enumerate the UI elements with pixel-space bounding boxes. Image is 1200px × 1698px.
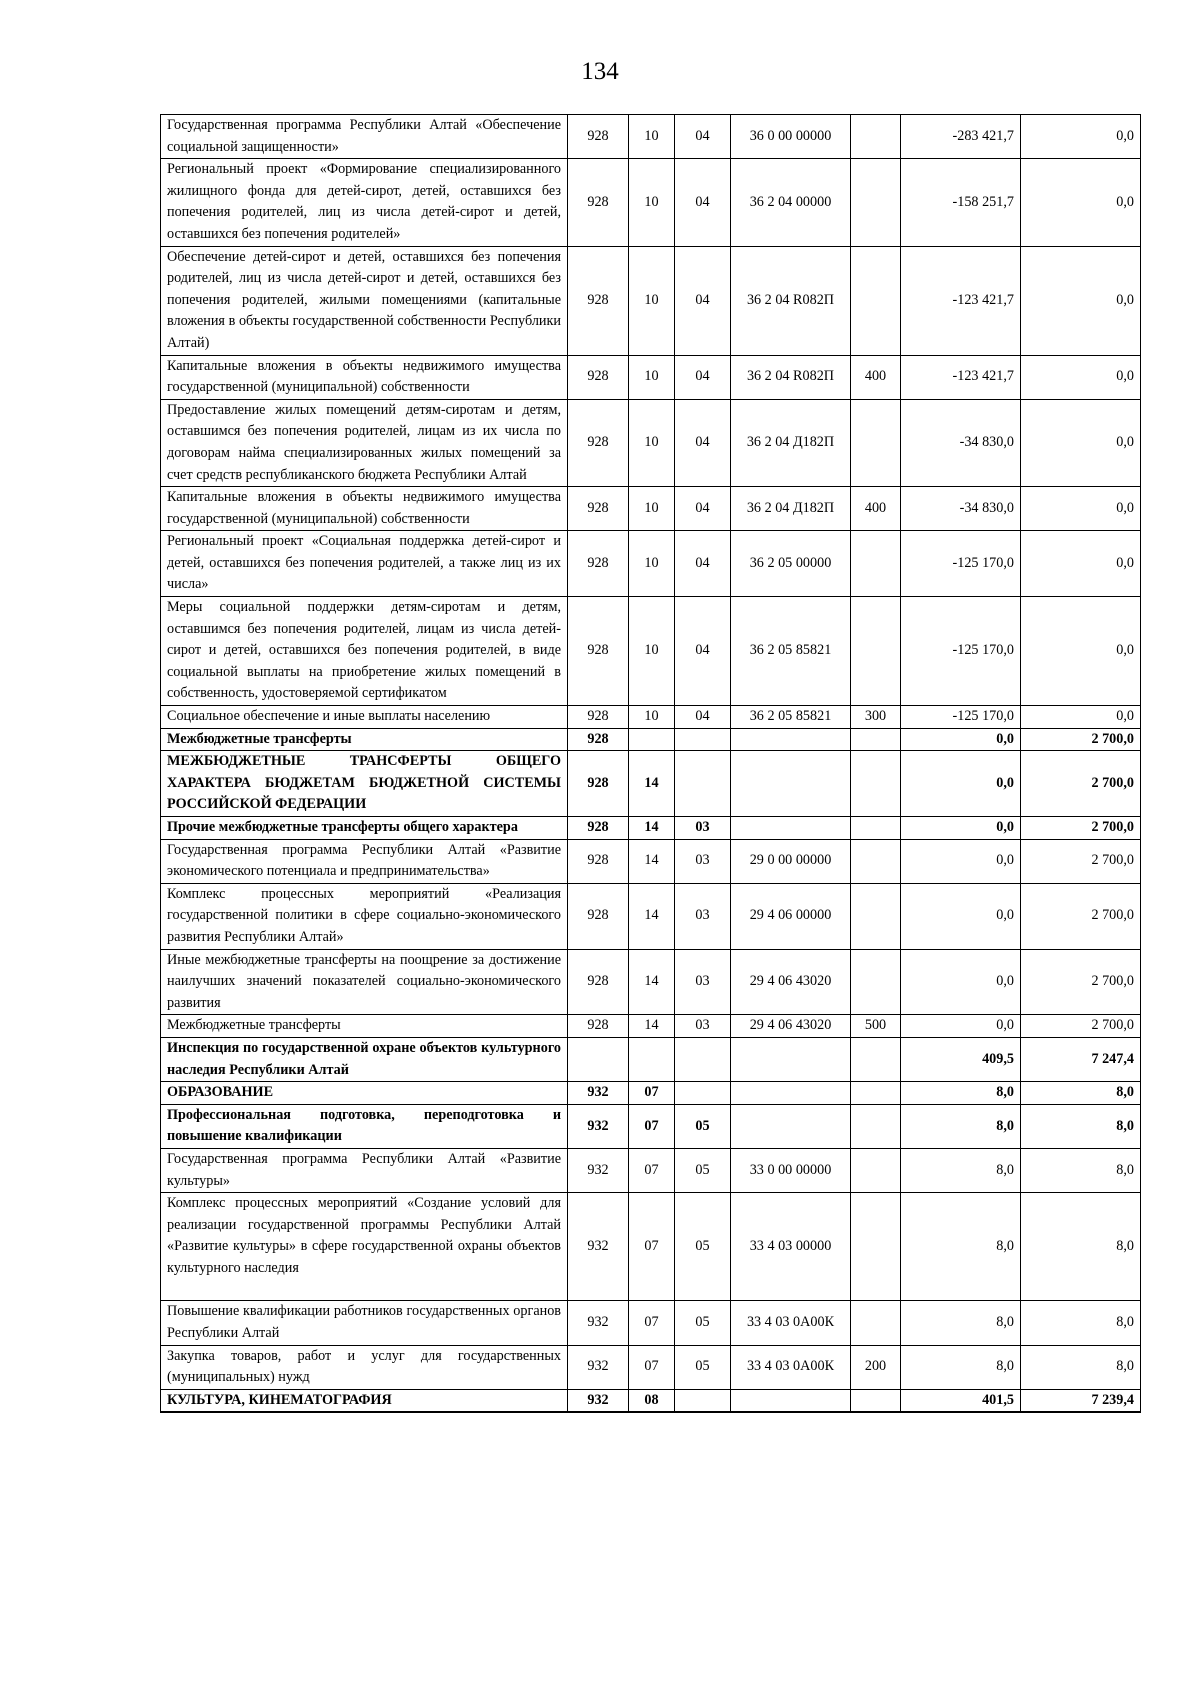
- table-row: [161, 1015, 1141, 1038]
- admin-code: 928: [568, 817, 629, 840]
- section-code: 07: [629, 1104, 675, 1148]
- row-name: Капитальные вложения в объекты недвижимого имущества государственной (муниципальной) собственности: [161, 487, 568, 531]
- subsection-code: 03: [675, 817, 731, 840]
- admin-code: 928: [568, 159, 629, 246]
- target-article-code: 33 4 03 00000: [731, 1193, 851, 1301]
- admin-code: 932: [568, 1104, 629, 1148]
- target-article-code: 36 2 04 R082П: [731, 246, 851, 355]
- subsection-code: 05: [675, 1104, 731, 1148]
- table-row: [161, 706, 1141, 729]
- row-name: Социальное обеспечение и иные выплаты населению: [161, 706, 568, 729]
- subsection-code: 03: [675, 949, 731, 1015]
- row-name: Государственная программа Республики Алтай «Развитие экономического потенциала и предпринимательства»: [161, 839, 568, 883]
- row-name: Комплекс процессных мероприятий «Создание условий для реализации государственной программы Республики Алтай «Развитие культуры» в сфере государственной охраны объектов культурного наследия: [161, 1193, 568, 1301]
- expense-type-code: [851, 883, 901, 949]
- subsection-code: 04: [675, 487, 731, 531]
- section-code: 14: [629, 839, 675, 883]
- row-name: Профессиональная подготовка, переподготовка и повышение квалификации: [161, 1104, 568, 1148]
- table-row: [161, 1345, 1141, 1389]
- admin-code: 932: [568, 1082, 629, 1105]
- amount-year-1: 8,0: [901, 1104, 1021, 1148]
- amount-year-1: -125 170,0: [901, 531, 1021, 597]
- expense-type-code: [851, 839, 901, 883]
- table-row: [161, 597, 1141, 706]
- table-row: [161, 728, 1141, 751]
- expense-type-code: [851, 531, 901, 597]
- row-name: Предоставление жилых помещений детям-сиротам и детям, оставшимся без попечения родителей, лицам из их числа по договорам найма специализированных жилых помещений за счет средств республиканского бюджета Республики Алтай: [161, 399, 568, 486]
- expense-type-code: [851, 1389, 901, 1412]
- amount-year-2: 8,0: [1021, 1193, 1141, 1301]
- section-code: 14: [629, 949, 675, 1015]
- expense-type-code: 200: [851, 1345, 901, 1389]
- admin-code: 932: [568, 1148, 629, 1192]
- table-row: [161, 751, 1141, 817]
- section-code: 10: [629, 159, 675, 246]
- subsection-code: 04: [675, 597, 731, 706]
- amount-year-2: 0,0: [1021, 597, 1141, 706]
- admin-code: [568, 1037, 629, 1081]
- amount-year-1: 8,0: [901, 1193, 1021, 1301]
- row-name: Капитальные вложения в объекты недвижимого имущества государственной (муниципальной) собственности: [161, 355, 568, 399]
- target-article-code: 33 4 03 0А00К: [731, 1301, 851, 1345]
- target-article-code: [731, 1037, 851, 1081]
- amount-year-1: 0,0: [901, 751, 1021, 817]
- amount-year-2: 0,0: [1021, 355, 1141, 399]
- subsection-code: 05: [675, 1301, 731, 1345]
- amount-year-1: -34 830,0: [901, 487, 1021, 531]
- amount-year-2: 8,0: [1021, 1345, 1141, 1389]
- target-article-code: 36 0 00 00000: [731, 115, 851, 159]
- table-row: [161, 246, 1141, 355]
- section-code: 14: [629, 817, 675, 840]
- amount-year-1: -34 830,0: [901, 399, 1021, 486]
- target-article-code: 36 2 04 Д182П: [731, 399, 851, 486]
- target-article-code: [731, 1389, 851, 1412]
- section-code: 10: [629, 597, 675, 706]
- section-code: 10: [629, 246, 675, 355]
- expense-type-code: [851, 949, 901, 1015]
- row-name: Региональный проект «Социальная поддержка детей-сирот и детей, оставшихся без попечения родителей, а также лиц из их числа»: [161, 531, 568, 597]
- target-article-code: 29 4 06 00000: [731, 883, 851, 949]
- subsection-code: 05: [675, 1193, 731, 1301]
- subsection-code: 05: [675, 1345, 731, 1389]
- subsection-code: 03: [675, 1015, 731, 1038]
- section-code: 07: [629, 1301, 675, 1345]
- amount-year-2: 0,0: [1021, 159, 1141, 246]
- admin-code: 928: [568, 883, 629, 949]
- amount-year-2: 2 700,0: [1021, 817, 1141, 840]
- admin-code: 928: [568, 399, 629, 486]
- section-code: 07: [629, 1148, 675, 1192]
- section-code: 14: [629, 1015, 675, 1038]
- row-name: Региональный проект «Формирование специализированного жилищного фонда для детей-сирот, детей, оставшихся без попечения родителей, лиц из числа детей-сирот и детей, оставшихся без попечения родителей»: [161, 159, 568, 246]
- expense-type-code: [851, 1082, 901, 1105]
- amount-year-1: -123 421,7: [901, 246, 1021, 355]
- table-row: [161, 487, 1141, 531]
- row-name: Обеспечение детей-сирот и детей, оставшихся без попечения родителей, лиц из числа детей-сирот и детей, оставшихся без попечения родителей, жилыми помещениями (капитальные вложения в объекты государственной собственности Республики Алтай): [161, 246, 568, 355]
- amount-year-2: 0,0: [1021, 115, 1141, 159]
- amount-year-1: 409,5: [901, 1037, 1021, 1081]
- expense-type-code: [851, 751, 901, 817]
- row-name: Межбюджетные трансферты: [161, 1015, 568, 1038]
- amount-year-1: -283 421,7: [901, 115, 1021, 159]
- budget-table: [160, 114, 1141, 1413]
- amount-year-1: 8,0: [901, 1301, 1021, 1345]
- table-row: [161, 1082, 1141, 1105]
- amount-year-1: 0,0: [901, 817, 1021, 840]
- section-code: 10: [629, 399, 675, 486]
- amount-year-1: 0,0: [901, 1015, 1021, 1038]
- subsection-code: 03: [675, 839, 731, 883]
- table-row: [161, 839, 1141, 883]
- admin-code: 928: [568, 487, 629, 531]
- amount-year-2: 8,0: [1021, 1104, 1141, 1148]
- table-row: [161, 1104, 1141, 1148]
- amount-year-1: 0,0: [901, 949, 1021, 1015]
- amount-year-2: 0,0: [1021, 706, 1141, 729]
- target-article-code: [731, 728, 851, 751]
- expense-type-code: [851, 728, 901, 751]
- amount-year-2: 8,0: [1021, 1082, 1141, 1105]
- target-article-code: [731, 1082, 851, 1105]
- amount-year-2: 2 700,0: [1021, 1015, 1141, 1038]
- section-code: 10: [629, 355, 675, 399]
- row-name: Комплекс процессных мероприятий «Реализация государственной политики в сфере социально-экономического развития Республики Алтай»: [161, 883, 568, 949]
- admin-code: 928: [568, 839, 629, 883]
- amount-year-2: 0,0: [1021, 246, 1141, 355]
- amount-year-2: 2 700,0: [1021, 751, 1141, 817]
- target-article-code: 33 4 03 0А00К: [731, 1345, 851, 1389]
- expense-type-code: [851, 1104, 901, 1148]
- subsection-code: [675, 1082, 731, 1105]
- subsection-code: 04: [675, 706, 731, 729]
- row-name: ОБРАЗОВАНИЕ: [161, 1082, 568, 1105]
- amount-year-1: 8,0: [901, 1082, 1021, 1105]
- amount-year-2: 8,0: [1021, 1301, 1141, 1345]
- section-code: 14: [629, 883, 675, 949]
- target-article-code: 33 0 00 00000: [731, 1148, 851, 1192]
- section-code: [629, 728, 675, 751]
- expense-type-code: 300: [851, 706, 901, 729]
- admin-code: 928: [568, 728, 629, 751]
- subsection-code: [675, 1037, 731, 1081]
- admin-code: 928: [568, 1015, 629, 1038]
- expense-type-code: [851, 1193, 901, 1301]
- amount-year-2: 2 700,0: [1021, 949, 1141, 1015]
- amount-year-2: 0,0: [1021, 399, 1141, 486]
- row-name: Государственная программа Республики Алтай «Развитие культуры»: [161, 1148, 568, 1192]
- expense-type-code: [851, 1301, 901, 1345]
- table-row: [161, 355, 1141, 399]
- amount-year-1: 401,5: [901, 1389, 1021, 1412]
- table-row: [161, 1037, 1141, 1081]
- target-article-code: [731, 1104, 851, 1148]
- section-code: 07: [629, 1193, 675, 1301]
- amount-year-1: 8,0: [901, 1148, 1021, 1192]
- expense-type-code: 400: [851, 355, 901, 399]
- expense-type-code: [851, 1148, 901, 1192]
- expense-type-code: 400: [851, 487, 901, 531]
- target-article-code: 36 2 04 R082П: [731, 355, 851, 399]
- amount-year-2: 2 700,0: [1021, 728, 1141, 751]
- target-article-code: [731, 817, 851, 840]
- row-name: Прочие межбюджетные трансферты общего характера: [161, 817, 568, 840]
- admin-code: 928: [568, 597, 629, 706]
- table-row: [161, 817, 1141, 840]
- subsection-code: [675, 1389, 731, 1412]
- table-row: [161, 115, 1141, 159]
- amount-year-2: 0,0: [1021, 487, 1141, 531]
- expense-type-code: [851, 246, 901, 355]
- table-row: [161, 883, 1141, 949]
- amount-year-1: -125 170,0: [901, 597, 1021, 706]
- expense-type-code: [851, 115, 901, 159]
- subsection-code: 03: [675, 883, 731, 949]
- amount-year-2: 8,0: [1021, 1148, 1141, 1192]
- section-code: 07: [629, 1082, 675, 1105]
- admin-code: 928: [568, 246, 629, 355]
- subsection-code: 04: [675, 159, 731, 246]
- section-code: 10: [629, 487, 675, 531]
- expense-type-code: [851, 399, 901, 486]
- target-article-code: 29 0 00 00000: [731, 839, 851, 883]
- expense-type-code: [851, 817, 901, 840]
- amount-year-1: 0,0: [901, 883, 1021, 949]
- amount-year-1: -158 251,7: [901, 159, 1021, 246]
- row-name: Повышение квалификации работников государственных органов Республики Алтай: [161, 1301, 568, 1345]
- admin-code: 928: [568, 949, 629, 1015]
- subsection-code: 05: [675, 1148, 731, 1192]
- amount-year-2: 7 247,4: [1021, 1037, 1141, 1081]
- target-article-code: 36 2 04 00000: [731, 159, 851, 246]
- table-row: [161, 1148, 1141, 1192]
- admin-code: 928: [568, 115, 629, 159]
- target-article-code: 29 4 06 43020: [731, 949, 851, 1015]
- expense-type-code: 500: [851, 1015, 901, 1038]
- section-code: 10: [629, 115, 675, 159]
- expense-type-code: [851, 597, 901, 706]
- admin-code: 932: [568, 1193, 629, 1301]
- amount-year-2: 0,0: [1021, 531, 1141, 597]
- row-name: Иные межбюджетные трансферты на поощрение за достижение наилучших значений показателей социально-экономического развития: [161, 949, 568, 1015]
- subsection-code: [675, 751, 731, 817]
- subsection-code: 04: [675, 355, 731, 399]
- amount-year-1: 8,0: [901, 1345, 1021, 1389]
- table-row: [161, 159, 1141, 246]
- section-code: 14: [629, 751, 675, 817]
- row-name: Меры социальной поддержки детям-сиротам и детям, оставшимся без попечения родителей, лицам из числа детей-сирот и детей, оставшихся без попечения родителей, в виде социальной выплаты на приобретение жилых помещений в собственность, удостоверяемой сертификатом: [161, 597, 568, 706]
- admin-code: 928: [568, 355, 629, 399]
- target-article-code: 36 2 05 85821: [731, 597, 851, 706]
- table-row: [161, 1301, 1141, 1345]
- row-name: Государственная программа Республики Алтай «Обеспечение социальной защищенности»: [161, 115, 568, 159]
- subsection-code: [675, 728, 731, 751]
- budget-table-body: [161, 115, 1141, 1413]
- admin-code: 932: [568, 1345, 629, 1389]
- table-row: [161, 399, 1141, 486]
- row-name: МЕЖБЮДЖЕТНЫЕ ТРАНСФЕРТЫ ОБЩЕГО ХАРАКТЕРА БЮДЖЕТАМ БЮДЖЕТНОЙ СИСТЕМЫ РОССИЙСКОЙ ФЕДЕРАЦИИ: [161, 751, 568, 817]
- target-article-code: 36 2 05 00000: [731, 531, 851, 597]
- subsection-code: 04: [675, 115, 731, 159]
- admin-code: 928: [568, 751, 629, 817]
- table-row: [161, 949, 1141, 1015]
- amount-year-2: 2 700,0: [1021, 883, 1141, 949]
- section-code: 07: [629, 1345, 675, 1389]
- subsection-code: 04: [675, 531, 731, 597]
- target-article-code: 29 4 06 43020: [731, 1015, 851, 1038]
- section-code: 10: [629, 531, 675, 597]
- admin-code: 932: [568, 1389, 629, 1412]
- amount-year-1: -125 170,0: [901, 706, 1021, 729]
- expense-type-code: [851, 1037, 901, 1081]
- expense-type-code: [851, 159, 901, 246]
- table-row: [161, 1193, 1141, 1301]
- table-row: [161, 531, 1141, 597]
- admin-code: 928: [568, 531, 629, 597]
- amount-year-2: 2 700,0: [1021, 839, 1141, 883]
- section-code: [629, 1037, 675, 1081]
- admin-code: 928: [568, 706, 629, 729]
- target-article-code: 36 2 04 Д182П: [731, 487, 851, 531]
- subsection-code: 04: [675, 399, 731, 486]
- amount-year-1: 0,0: [901, 839, 1021, 883]
- table-row: [161, 1389, 1141, 1412]
- row-name: Межбюджетные трансферты: [161, 728, 568, 751]
- admin-code: 932: [568, 1301, 629, 1345]
- row-name: КУЛЬТУРА, КИНЕМАТОГРАФИЯ: [161, 1389, 568, 1412]
- section-code: 08: [629, 1389, 675, 1412]
- target-article-code: [731, 751, 851, 817]
- amount-year-1: 0,0: [901, 728, 1021, 751]
- row-name: Инспекция по государственной охране объектов культурного наследия Республики Алтай: [161, 1037, 568, 1081]
- row-name: Закупка товаров, работ и услуг для государственных (муниципальных) нужд: [161, 1345, 568, 1389]
- section-code: 10: [629, 706, 675, 729]
- amount-year-1: -123 421,7: [901, 355, 1021, 399]
- subsection-code: 04: [675, 246, 731, 355]
- target-article-code: 36 2 05 85821: [731, 706, 851, 729]
- page-number: 134: [581, 58, 619, 85]
- amount-year-2: 7 239,4: [1021, 1389, 1141, 1412]
